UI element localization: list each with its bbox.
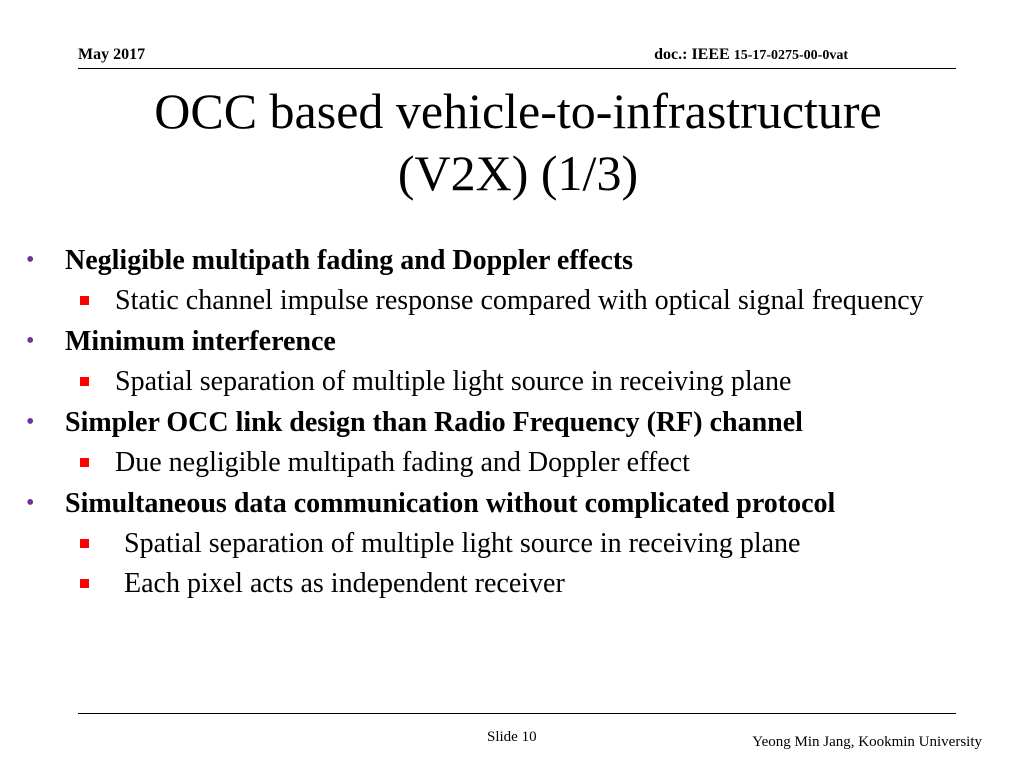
footer-rule [78, 713, 956, 714]
sub-bullet-2-1-text: Spatial separation of multiple light source in receiving plane [115, 366, 792, 397]
bullet-1 [0, 240, 1024, 281]
square-bullet-icon [80, 539, 89, 548]
square-bullet-icon [80, 458, 89, 467]
sub-bullet-4-2 [0, 564, 1024, 604]
square-bullet-icon [80, 296, 89, 305]
bullet-2 [0, 321, 1024, 362]
bullet-dot-icon: • [26, 247, 35, 273]
sub-bullet-2-1 [0, 362, 1024, 402]
bullet-dot-icon: • [26, 328, 35, 354]
header-doc-id [654, 46, 848, 64]
sub-bullet-4-2-text: Each pixel acts as independent receiver [124, 568, 565, 599]
sub-bullet-3-1-text: Due negligible multipath fading and Doppler effect [115, 447, 690, 478]
sub-bullet-1-1-text: Static channel impulse response compared with optical signal frequency [115, 285, 924, 316]
bullet-4 [0, 483, 1024, 524]
bullet-4-text: Simultaneous data communication without complicated protocol [65, 488, 836, 519]
footer-author: Yeong Min Jang, Kookmin University [752, 734, 982, 750]
header-date: May 2017 [78, 46, 146, 63]
bullet-1-text: Negligible multipath fading and Doppler effects [65, 245, 634, 276]
doc-prefix: doc.: IEEE [654, 46, 734, 63]
slide-body [0, 240, 1024, 604]
bullet-dot-icon: • [26, 409, 35, 435]
bullet-3 [0, 402, 1024, 443]
bullet-3-text: Simpler OCC link design than Radio Frequency (RF) channel [65, 407, 803, 438]
sub-bullet-3-1 [0, 443, 1024, 483]
square-bullet-icon [80, 377, 89, 386]
header-rule [78, 68, 956, 69]
title-line-2: (V2X) (1/3) [397, 145, 639, 201]
bullet-dot-icon: • [26, 490, 35, 516]
slide-title [60, 80, 976, 204]
sub-bullet-4-1 [0, 524, 1024, 564]
square-bullet-icon [80, 579, 89, 588]
sub-bullet-1-1 [0, 281, 1024, 321]
title-line-1: OCC based vehicle-to-infrastructure [154, 83, 882, 139]
bullet-2-text: Minimum interference [65, 326, 336, 357]
doc-number: 15-17-0275-00-0vat [733, 48, 848, 63]
sub-bullet-4-1-text: Spatial separation of multiple light source in receiving plane [124, 528, 801, 559]
slide-number: Slide 10 [487, 729, 537, 745]
